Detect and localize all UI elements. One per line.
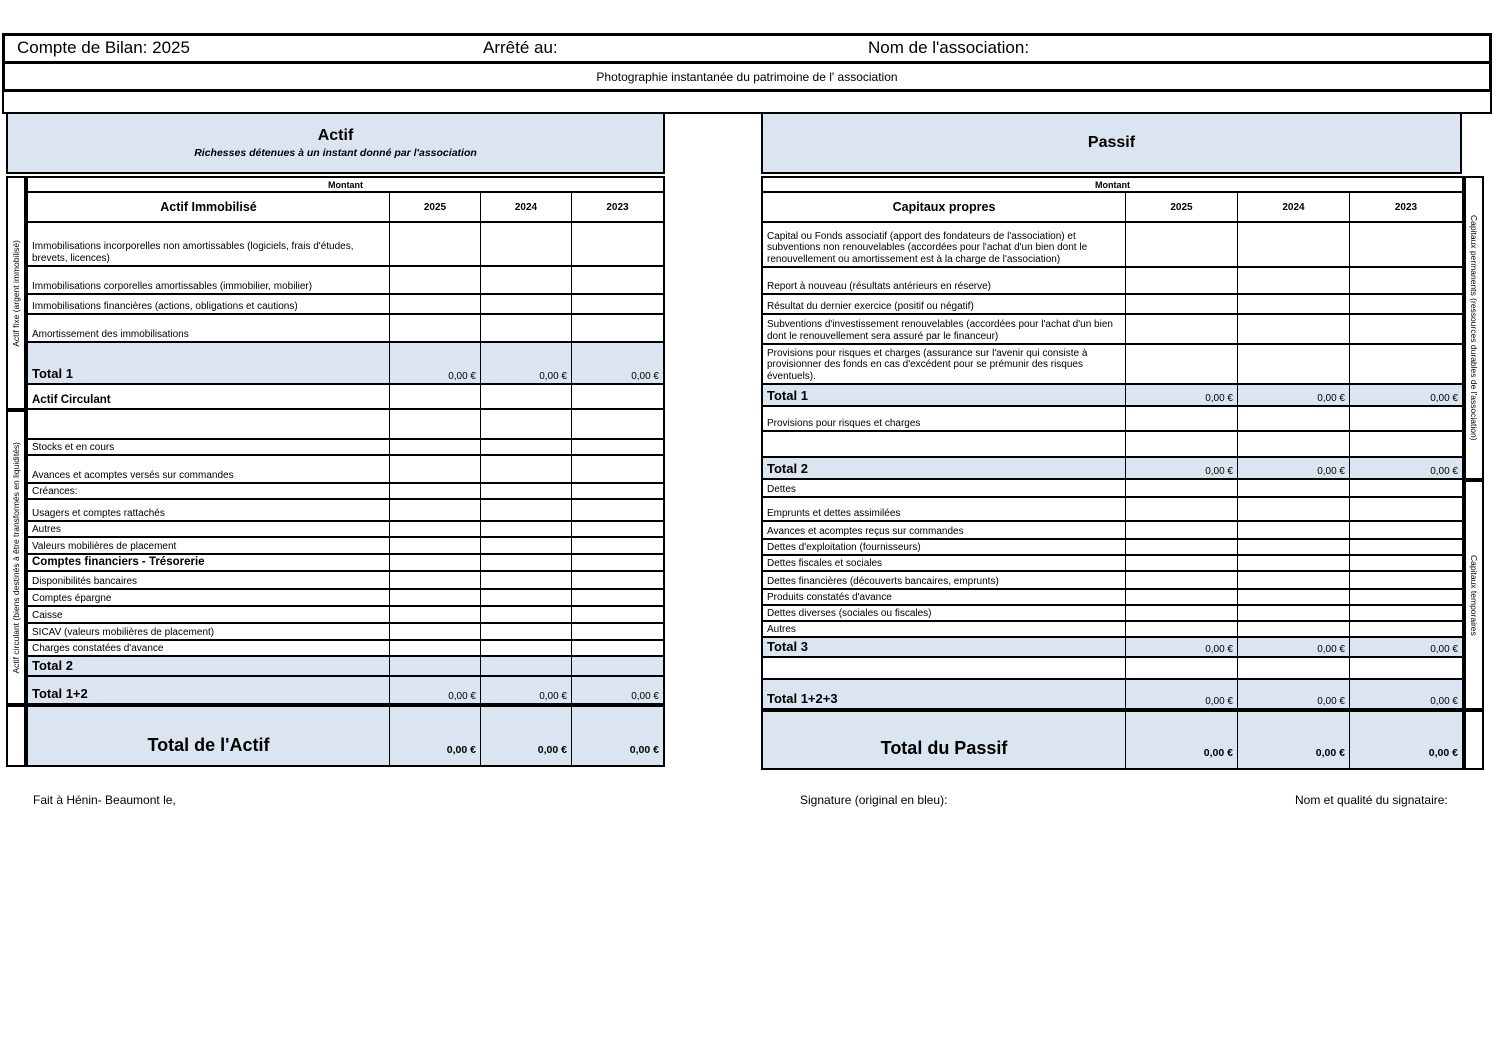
table-row xyxy=(763,540,1462,556)
amount-cell[interactable] xyxy=(390,657,481,677)
amount-cell[interactable] xyxy=(1238,556,1350,572)
table-row xyxy=(28,607,663,624)
amount-cell[interactable]: 0,00 € xyxy=(1428,747,1458,759)
signature-label: Signature (original en bleu): xyxy=(800,793,948,807)
amount-cell[interactable] xyxy=(390,607,481,624)
table-row xyxy=(763,345,1462,385)
actif-table xyxy=(26,176,665,705)
amount-cell[interactable] xyxy=(481,522,572,538)
actif-circulant-header-row xyxy=(28,385,663,410)
row-label: Comptes épargne xyxy=(28,590,390,607)
table-row xyxy=(763,556,1462,572)
document-subtitle: Photographie instantanée du patrimoine de l' association xyxy=(596,69,898,84)
amount-cell[interactable] xyxy=(481,555,572,572)
actif-grand-total-label: Total de l'Actif xyxy=(28,707,390,765)
amount-cell[interactable] xyxy=(1126,540,1238,556)
table-row xyxy=(28,440,663,456)
actif-total12-row xyxy=(28,677,663,705)
amount-cell[interactable]: 0,00 € xyxy=(1350,638,1462,658)
amount-cell[interactable] xyxy=(390,223,481,267)
amount-cell[interactable] xyxy=(481,572,572,590)
amount-cell[interactable] xyxy=(572,590,663,607)
amount-cell[interactable] xyxy=(481,657,572,677)
table-row xyxy=(28,538,663,555)
actif-immobilise-header: Actif Immobilisé xyxy=(28,193,390,223)
amount-cell[interactable]: 0,00 € xyxy=(1238,638,1350,658)
amount-cell[interactable] xyxy=(1126,622,1238,638)
row-label: Produits constatés d'avance xyxy=(763,590,1126,606)
row-label: Immobilisations financières (actions, obligations et cautions) xyxy=(28,295,390,315)
passif-side-empty-box xyxy=(1464,710,1484,770)
amount-cell[interactable] xyxy=(390,522,481,538)
amount-cell[interactable] xyxy=(572,456,663,484)
row-label: Autres xyxy=(763,622,1126,638)
table-row xyxy=(763,315,1462,345)
year-header-2023: 2023 xyxy=(1350,193,1462,223)
amount-cell[interactable] xyxy=(481,624,572,641)
amount-cell[interactable]: 0,00 € xyxy=(1238,680,1350,710)
passif-table xyxy=(761,176,1464,710)
passif-total2-row xyxy=(763,458,1462,480)
table-row xyxy=(763,572,1462,590)
header-bar xyxy=(2,33,1492,64)
amount-cell[interactable] xyxy=(572,315,663,343)
amount-cell[interactable]: 0,00 € xyxy=(390,343,481,385)
amount-cell[interactable] xyxy=(1350,572,1462,590)
amount-cell[interactable] xyxy=(572,385,663,410)
amount-cell[interactable] xyxy=(572,657,663,677)
row-label: Caisse xyxy=(28,607,390,624)
table-row xyxy=(763,590,1462,606)
row-label: Subventions d'investissement renouvelables (accordées pour l'achat d'un bien dont le renouvellement sera assuré par le financeur) xyxy=(763,315,1126,345)
amount-cell[interactable] xyxy=(390,500,481,522)
amount-cell[interactable]: 0,00 € xyxy=(572,677,663,705)
table-row xyxy=(763,223,1462,268)
amount-cell[interactable] xyxy=(481,440,572,456)
passif-title-box xyxy=(761,112,1462,174)
amount-cell[interactable] xyxy=(572,607,663,624)
amount-cell[interactable]: 0,00 € xyxy=(1350,385,1462,407)
amount-cell[interactable] xyxy=(1238,606,1350,622)
amount-cell[interactable] xyxy=(481,641,572,657)
amount-cell[interactable] xyxy=(1350,432,1462,458)
table-row xyxy=(763,606,1462,622)
amount-cell[interactable] xyxy=(572,572,663,590)
amount-cell[interactable] xyxy=(1238,268,1350,295)
row-label: Autres xyxy=(28,522,390,538)
table-row xyxy=(28,315,663,343)
passif-total3-row xyxy=(763,638,1462,658)
row-label: Avances et acomptes reçus sur commandes xyxy=(763,522,1126,540)
amount-cell[interactable] xyxy=(1238,315,1350,345)
amount-cell[interactable] xyxy=(1126,480,1238,498)
association-name-label: Nom de l'association: xyxy=(868,38,1030,57)
amount-cell[interactable] xyxy=(1238,432,1350,458)
empty-spacer-bar xyxy=(2,92,1492,114)
amount-cell[interactable] xyxy=(390,484,481,500)
table-row xyxy=(28,641,663,657)
amount-cell[interactable]: 0,00 € xyxy=(1126,385,1238,407)
capitaux-temporaires-side-box xyxy=(1464,480,1484,710)
passif-title: Passif xyxy=(1087,134,1136,151)
table-row xyxy=(28,572,663,590)
amount-cell[interactable] xyxy=(572,223,663,267)
actif-circulant-side-box xyxy=(6,410,26,705)
year-header-2024: 2024 xyxy=(1238,193,1350,223)
amount-cell[interactable] xyxy=(1350,622,1462,638)
amount-cell[interactable] xyxy=(481,484,572,500)
actif-circulant-side-label: Actif circulant (biens destinés à être transformés en liquidités) xyxy=(11,441,21,674)
table-row xyxy=(763,480,1462,498)
amount-cell[interactable] xyxy=(390,590,481,607)
amount-cell[interactable] xyxy=(1238,590,1350,606)
amount-cell[interactable] xyxy=(1126,556,1238,572)
amount-cell[interactable]: 0,00 € xyxy=(1238,385,1350,407)
amount-cell[interactable] xyxy=(1126,345,1238,385)
row-label: Total 1 xyxy=(28,343,390,385)
amount-cell[interactable] xyxy=(1126,295,1238,315)
amount-cell[interactable]: 0,00 € xyxy=(390,677,481,705)
amount-cell[interactable] xyxy=(572,522,663,538)
amount-cell[interactable] xyxy=(481,410,572,440)
amount-cell[interactable] xyxy=(1350,407,1462,432)
amount-cell[interactable]: 0,00 € xyxy=(1350,680,1462,710)
amount-cell[interactable] xyxy=(1126,572,1238,590)
row-label: Immobilisations incorporelles non amortissables (logiciels, frais d'études, brevets, licences) xyxy=(28,223,390,267)
amount-cell[interactable] xyxy=(572,410,663,440)
year-header-2025: 2025 xyxy=(1126,193,1238,223)
row-label: Emprunts et dettes assimilées xyxy=(763,498,1126,522)
amount-cell[interactable] xyxy=(1126,658,1238,680)
arrete-au-label: Arrêté au: xyxy=(483,38,558,57)
amount-cell[interactable] xyxy=(572,484,663,500)
amount-cell[interactable] xyxy=(390,410,481,440)
amount-cell[interactable] xyxy=(1350,295,1462,315)
amount-cell[interactable]: 0,00 € xyxy=(572,343,663,385)
amount-cell[interactable] xyxy=(1350,345,1462,385)
amount-cell[interactable]: 0,00 € xyxy=(1126,680,1238,710)
row-label: Créances: xyxy=(28,484,390,500)
row-label: Actif Circulant xyxy=(28,385,390,410)
capitaux-permanents-side-label: Capitaux permanents (ressources durables de l'association) xyxy=(1469,215,1479,441)
passif-montant-header: Montant xyxy=(763,178,1462,193)
passif-grand-total-row xyxy=(761,710,1464,770)
amount-cell[interactable] xyxy=(1126,315,1238,345)
amount-cell[interactable] xyxy=(1350,223,1462,268)
amount-cell[interactable] xyxy=(1126,590,1238,606)
row-label: Dettes fiscales et sociales xyxy=(763,556,1126,572)
row-label: Report à nouveau (résultats antérieurs en réserve) xyxy=(763,268,1126,295)
amount-cell[interactable] xyxy=(481,456,572,484)
row-label xyxy=(763,432,1126,458)
capitaux-propres-header: Capitaux propres xyxy=(763,193,1126,223)
amount-cell[interactable]: 0,00 € xyxy=(1126,458,1238,480)
table-row xyxy=(763,622,1462,638)
amount-cell[interactable] xyxy=(1350,590,1462,606)
row-label: Total 1 xyxy=(763,385,1126,407)
row-label: SICAV (valeurs mobilières de placement) xyxy=(28,624,390,641)
row-label: Dettes xyxy=(763,480,1126,498)
amount-cell[interactable] xyxy=(1238,295,1350,315)
row-label: Valeurs mobilières de placement xyxy=(28,538,390,555)
actif-fixe-side-box xyxy=(6,176,26,410)
amount-cell[interactable] xyxy=(1238,540,1350,556)
table-row xyxy=(763,498,1462,522)
amount-cell[interactable]: 0,00 € xyxy=(1126,638,1238,658)
row-label: Charges constatées d'avance xyxy=(28,641,390,657)
actif-column-header-row xyxy=(28,193,663,223)
table-row xyxy=(28,223,663,267)
row-label: Avances et acomptes versés sur commandes xyxy=(28,456,390,484)
actif-fixe-side-label: Actif fixe (argent immobilisé) xyxy=(11,239,21,347)
amount-cell[interactable] xyxy=(481,267,572,295)
table-row xyxy=(763,295,1462,315)
amount-cell[interactable]: 0,00 € xyxy=(481,677,572,705)
amount-cell[interactable] xyxy=(390,641,481,657)
actif-total2-row xyxy=(28,657,663,677)
amount-cell[interactable]: 0,00 € xyxy=(1350,458,1462,480)
amount-cell[interactable] xyxy=(390,295,481,315)
amount-cell[interactable] xyxy=(481,538,572,555)
amount-cell[interactable] xyxy=(1126,606,1238,622)
amount-cell[interactable] xyxy=(481,385,572,410)
amount-cell[interactable] xyxy=(572,267,663,295)
amount-cell[interactable] xyxy=(1126,432,1238,458)
amount-cell[interactable] xyxy=(1350,540,1462,556)
row-label: Dettes diverses (sociales ou fiscales) xyxy=(763,606,1126,622)
amount-cell[interactable] xyxy=(572,538,663,555)
amount-cell[interactable] xyxy=(481,223,572,267)
row-label: Dettes d'exploitation (fournisseurs) xyxy=(763,540,1126,556)
amount-cell[interactable] xyxy=(572,624,663,641)
subtitle-bar xyxy=(2,64,1492,92)
amount-cell[interactable] xyxy=(572,295,663,315)
row-label: Total 2 xyxy=(763,458,1126,480)
amount-cell[interactable]: 0,00 € xyxy=(481,707,572,765)
row-label: Capital ou Fonds associatif (apport des fondateurs de l'association) et subventions non renouvelables (accordées pour l'achat d'un bien dont le renouvellement ou amortissement est à la charge de l'association) xyxy=(763,223,1126,268)
row-label: Total 1+2 xyxy=(28,677,390,705)
row-label: Usagers et comptes rattachés xyxy=(28,500,390,522)
amount-cell[interactable] xyxy=(572,440,663,456)
signatory-label: Nom et qualité du signataire: xyxy=(1295,793,1448,807)
row-label: Résultat du dernier exercice (positif ou négatif) xyxy=(763,295,1126,315)
row-label: Total 1+2+3 xyxy=(763,680,1126,710)
table-row xyxy=(763,407,1462,432)
amount-cell[interactable] xyxy=(572,555,663,572)
made-at-label: Fait à Hénin- Beaumont le, xyxy=(33,793,176,807)
amount-cell[interactable] xyxy=(1350,480,1462,498)
year-header-2025: 2025 xyxy=(390,193,481,223)
amount-cell[interactable] xyxy=(481,295,572,315)
actif-montant-header: Montant xyxy=(28,178,663,193)
row-label: Provisions pour risques et charges (assurance sur l'avenir qui consiste à provisionner des fonds en cas d'excédent pour se prémunir des risques éventuels). xyxy=(763,345,1126,385)
actif-subtitle: Richesses détenues à un instant donné par l'association xyxy=(194,147,477,159)
passif-total1-row xyxy=(763,385,1462,407)
table-row xyxy=(763,432,1462,458)
table-row xyxy=(28,456,663,484)
row-label: Disponibilités bancaires xyxy=(28,572,390,590)
amount-cell[interactable] xyxy=(481,500,572,522)
amount-cell[interactable] xyxy=(1126,522,1238,540)
actif-side-empty-box xyxy=(6,705,26,767)
row-label: Amortissement des immobilisations xyxy=(28,315,390,343)
actif-total1-row xyxy=(28,343,663,385)
amount-cell[interactable] xyxy=(1238,345,1350,385)
amount-cell[interactable] xyxy=(1350,658,1462,680)
table-row xyxy=(28,624,663,641)
table-row xyxy=(763,268,1462,295)
amount-cell[interactable] xyxy=(390,456,481,484)
amount-cell[interactable] xyxy=(390,538,481,555)
table-row xyxy=(28,522,663,538)
amount-cell[interactable] xyxy=(1238,658,1350,680)
amount-cell[interactable] xyxy=(1238,407,1350,432)
amount-cell[interactable] xyxy=(390,440,481,456)
passif-total123-row xyxy=(763,680,1462,710)
amount-cell[interactable] xyxy=(1350,315,1462,345)
actif-title: Actif xyxy=(317,127,354,144)
actif-grand-total-row xyxy=(26,705,665,767)
amount-cell[interactable] xyxy=(390,572,481,590)
amount-cell[interactable] xyxy=(390,315,481,343)
row-label xyxy=(28,410,390,440)
amount-cell[interactable]: 0,00 € xyxy=(390,707,481,765)
table-row xyxy=(28,590,663,607)
amount-cell[interactable] xyxy=(390,267,481,295)
amount-cell[interactable] xyxy=(1238,480,1350,498)
passif-grand-total-label: Total du Passif xyxy=(763,712,1126,768)
table-row xyxy=(28,267,663,295)
amount-cell[interactable] xyxy=(390,555,481,572)
amount-cell[interactable]: 0,00 € xyxy=(1238,712,1350,768)
amount-cell[interactable] xyxy=(1126,407,1238,432)
amount-cell[interactable] xyxy=(1350,522,1462,540)
amount-cell[interactable] xyxy=(1126,498,1238,522)
amount-cell[interactable] xyxy=(1350,606,1462,622)
capitaux-permanents-side-box xyxy=(1464,176,1484,480)
table-row xyxy=(28,295,663,315)
row-label: Total 3 xyxy=(763,638,1126,658)
capitaux-temporaires-side-label: Capitaux temporaires xyxy=(1469,554,1479,636)
amount-cell[interactable] xyxy=(572,641,663,657)
amount-cell[interactable] xyxy=(1238,223,1350,268)
passif-column-header-row xyxy=(763,193,1462,223)
amount-cell[interactable]: 0,00 € xyxy=(629,744,659,756)
row-label: Stocks et en cours xyxy=(28,440,390,456)
row-label: Comptes financiers - Trésorerie xyxy=(28,555,390,572)
row-label: Dettes financières (découverts bancaires, emprunts) xyxy=(763,572,1126,590)
actif-title-box xyxy=(6,112,665,174)
table-row xyxy=(28,410,663,440)
amount-cell[interactable] xyxy=(390,624,481,641)
amount-cell[interactable] xyxy=(1350,556,1462,572)
amount-cell[interactable]: 0,00 € xyxy=(481,343,572,385)
amount-cell[interactable] xyxy=(1238,522,1350,540)
table-row xyxy=(28,500,663,522)
row-label: Immobilisations corporelles amortissables (immobilier, mobilier) xyxy=(28,267,390,295)
table-row xyxy=(28,484,663,500)
table-row xyxy=(763,658,1462,680)
amount-cell[interactable] xyxy=(1126,268,1238,295)
amount-cell[interactable]: 0,00 € xyxy=(1238,458,1350,480)
document-title: Compte de Bilan: 2025 xyxy=(17,38,190,57)
amount-cell[interactable] xyxy=(481,607,572,624)
amount-cell[interactable] xyxy=(572,500,663,522)
amount-cell[interactable] xyxy=(1238,572,1350,590)
amount-cell[interactable] xyxy=(481,315,572,343)
row-label: Provisions pour risques et charges xyxy=(763,407,1126,432)
amount-cell[interactable] xyxy=(481,590,572,607)
amount-cell[interactable] xyxy=(1350,498,1462,522)
row-label xyxy=(763,658,1126,680)
amount-cell[interactable] xyxy=(1238,622,1350,638)
amount-cell[interactable] xyxy=(390,385,481,410)
amount-cell[interactable]: 0,00 € xyxy=(1126,712,1238,768)
row-label: Total 2 xyxy=(28,657,390,677)
amount-cell[interactable] xyxy=(1238,498,1350,522)
table-row xyxy=(763,522,1462,540)
amount-cell[interactable] xyxy=(1350,268,1462,295)
year-header-2024: 2024 xyxy=(481,193,572,223)
amount-cell[interactable] xyxy=(1126,223,1238,268)
comptes-financiers-header-row xyxy=(28,555,663,572)
year-header-2023: 2023 xyxy=(572,193,663,223)
